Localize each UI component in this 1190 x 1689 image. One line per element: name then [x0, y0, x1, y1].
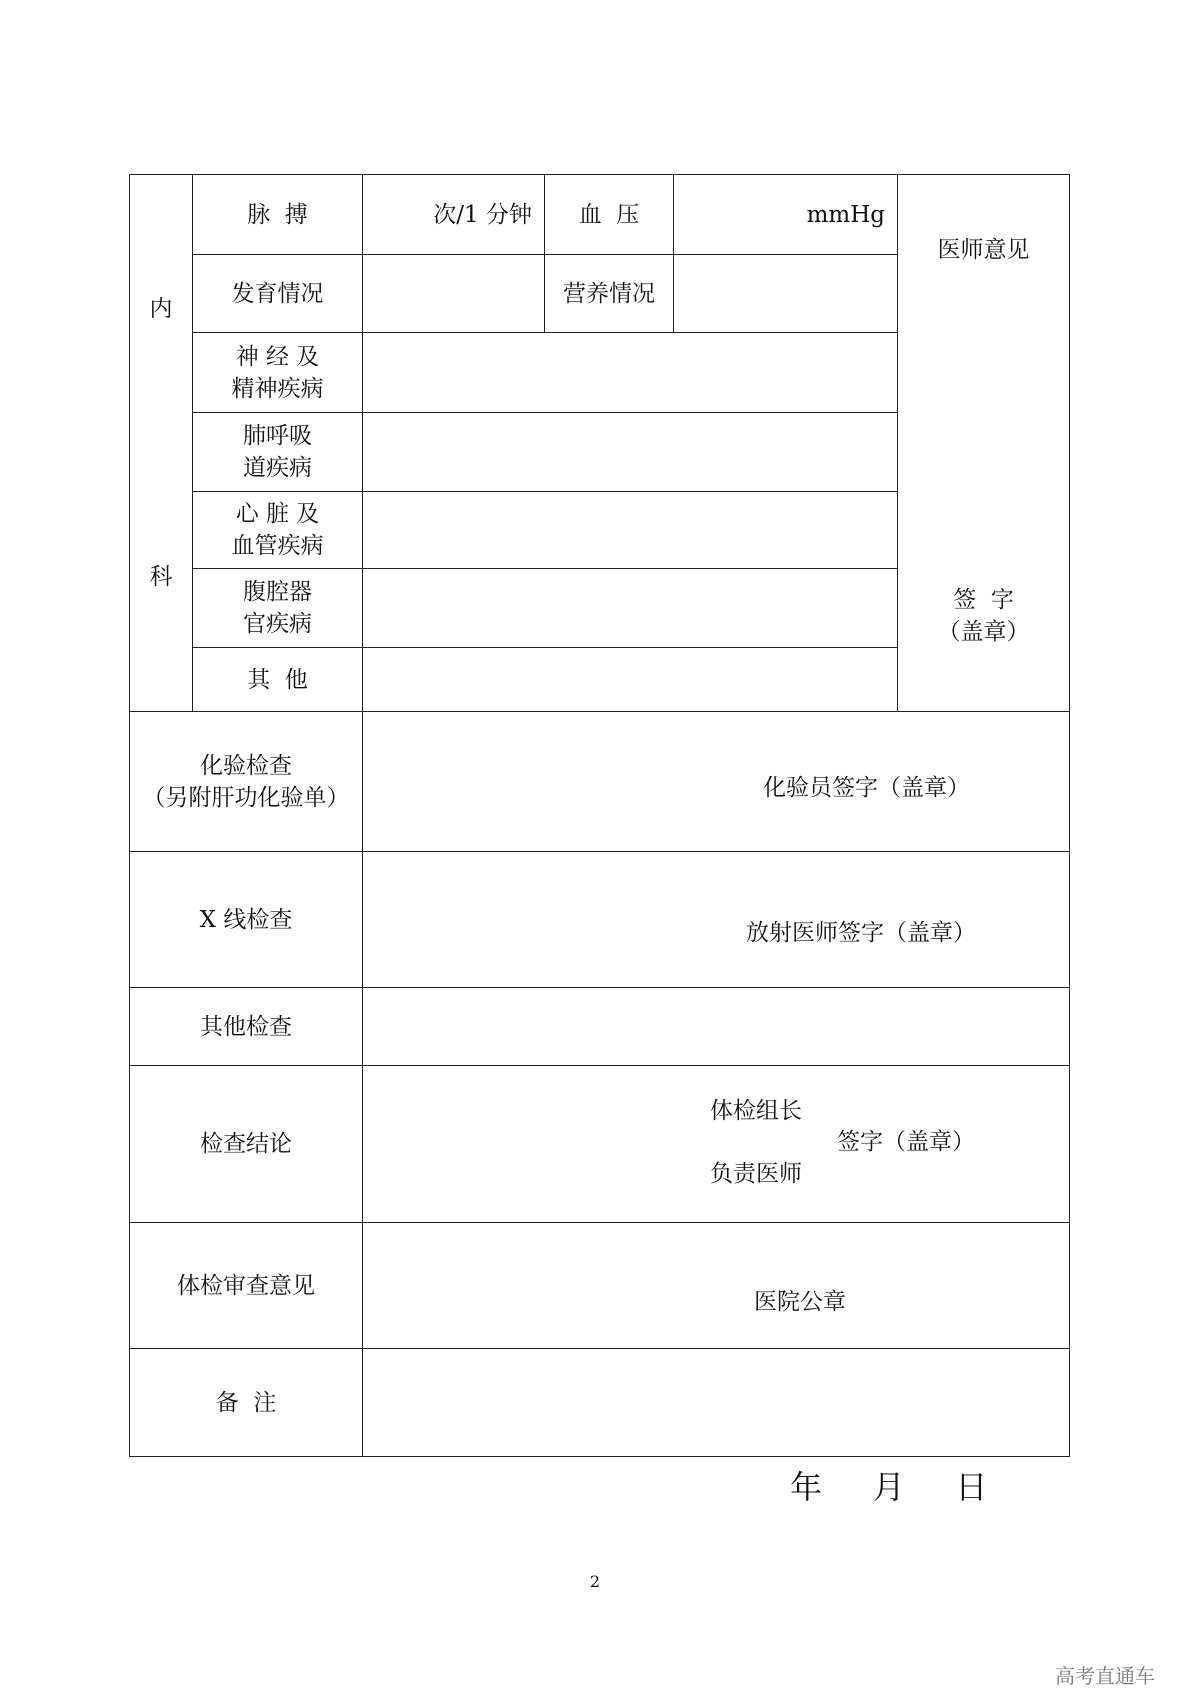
medical-exam-form — [129, 174, 1070, 1457]
section-label-char-2: 科 — [149, 563, 173, 590]
date-line: 年 月 日 — [790, 1468, 990, 1506]
lung-label: 肺呼吸 道疾病 — [193, 413, 363, 492]
xray-field[interactable] — [363, 852, 1070, 988]
heart-label: 心 脏 及 血管疾病 — [193, 492, 363, 569]
pulse-label: 脉 搏 — [193, 175, 363, 255]
other-exam-label: 其他检查 — [130, 988, 363, 1066]
blood-pressure-label: 血 压 — [545, 175, 674, 255]
neuro-field[interactable] — [363, 333, 898, 413]
review-opinion-field[interactable] — [363, 1223, 1070, 1349]
neuro-label: 神 经 及 精神疾病 — [193, 333, 363, 413]
lung-field[interactable] — [363, 413, 898, 492]
nutrition-field[interactable] — [674, 255, 898, 333]
doctor-signature-label: 签 字 （盖章） — [937, 586, 1030, 645]
lab-test-label: 化验检查 （另附肝功化验单） — [130, 712, 363, 852]
other-field[interactable] — [363, 648, 898, 712]
development-field[interactable] — [363, 255, 545, 333]
remarks-label: 备 注 — [130, 1349, 363, 1457]
xray-label: X 线检查 — [130, 852, 363, 988]
remarks-field[interactable] — [363, 1349, 1070, 1457]
review-opinion-label: 体检审查意见 — [130, 1223, 363, 1349]
xray-signature-label: 放射医师签字（盖章） — [746, 920, 976, 946]
responsible-doctor-label: 负责医师 — [710, 1161, 802, 1187]
heart-field[interactable] — [363, 492, 898, 569]
watermark: 高考直通车 — [1055, 1664, 1155, 1688]
nutrition-label: 营养情况 — [545, 255, 674, 333]
doctor-opinion-label: 医师意见 — [937, 236, 1030, 263]
page-number: 2 — [589, 1572, 601, 1591]
doctor-opinion-cell[interactable] — [898, 175, 1070, 712]
pulse-field[interactable] — [363, 175, 545, 255]
group-leader-label: 体检组长 — [710, 1098, 802, 1124]
hospital-seal-label: 医院公章 — [754, 1289, 846, 1315]
lab-signature-label: 化验员签字（盖章） — [763, 775, 970, 801]
pulse-unit: 次/1 分钟 — [433, 201, 532, 228]
other-exam-field[interactable] — [363, 988, 1070, 1066]
other-label: 其 他 — [193, 648, 363, 712]
section-label-char-1: 内 — [149, 296, 173, 323]
development-label: 发育情况 — [193, 255, 363, 333]
abdomen-field[interactable] — [363, 569, 898, 648]
blood-pressure-field[interactable] — [674, 175, 898, 255]
conclusion-field[interactable] — [363, 1066, 1070, 1223]
blood-pressure-unit: mmHg — [806, 201, 885, 228]
internal-medicine-section-label — [130, 175, 193, 712]
abdomen-label: 腹腔器 官疾病 — [193, 569, 363, 648]
conclusion-label: 检查结论 — [130, 1066, 363, 1223]
conclusion-signature-label: 签字（盖章） — [837, 1129, 975, 1155]
lab-test-field[interactable] — [363, 712, 1070, 852]
